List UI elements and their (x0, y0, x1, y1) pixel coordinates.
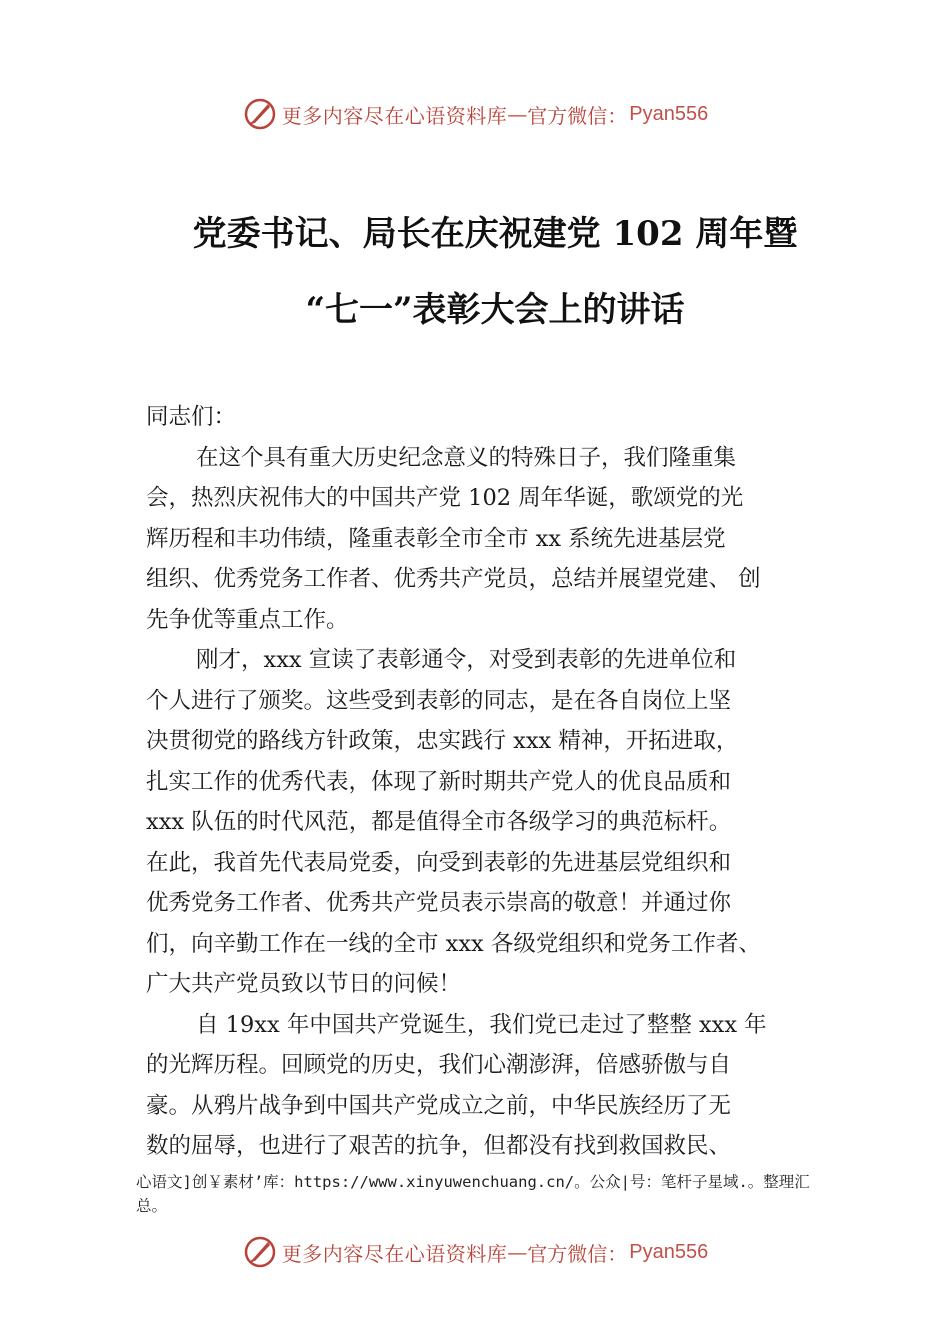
page-title-line-2: “七一”表彰大会上的讲话 (305, 290, 685, 330)
body-line: 组织、优秀党务工作者、优秀共产党员，总结并展望党建、 创 (146, 566, 761, 592)
source-note-line-1: 心语文]创￥素材’库：https://www.xinyuwenchuang.cn/。公众|号：笔杆子星域.。整理汇 (136, 1173, 810, 1191)
body-line: 在此，我首先代表局党委，向受到表彰的先进基层党组织和 (146, 849, 732, 876)
body-line: 的光辉历程。回顾党的历史，我们心潮澎湃，倍感骄傲与自 (146, 1052, 732, 1078)
body-line: 豪。从鸦片战争到中国共产党成立之前，中华民族经历了无 (146, 1092, 732, 1119)
body-line: 个人进行了颁奖。这些受到表彰的同志，是在各自岗位上坚 (146, 687, 732, 714)
banner-wechat-label: 官方微信： (527, 1241, 628, 1266)
source-note-line-2: 总。 (136, 1197, 168, 1215)
quill-seal-icon (242, 96, 278, 132)
body-line: xxx 队伍的时代风范，都是值得全市各级学习的典范标杆。 (146, 809, 732, 835)
source-note (136, 1170, 846, 1218)
body-line: 刚才，xxx 宣读了表彰通令，对受到表彰的先进单位和 (196, 647, 737, 673)
body-line: 辉历程和丰功伟绩，隆重表彰全市全市 xx 系统先进基层党 (146, 525, 726, 552)
quill-seal-icon (242, 1234, 278, 1270)
body-line: 在这个具有重大历史纪念意义的特殊日子，我们隆重集 (196, 444, 737, 471)
page-title-line-1: 党委书记、局长在庆祝建党 102 周年暨 (192, 214, 798, 254)
banner-wechat-id: Pyan556 (629, 102, 709, 125)
salutation: 同志们： (146, 404, 237, 430)
banner-separator: — (507, 1240, 528, 1264)
bottom-banner (0, 1232, 950, 1272)
top-banner (0, 94, 950, 134)
body-line: 会，热烈庆祝伟大的中国共产党 102 周年华诞，歌颂党的光 (146, 485, 744, 511)
body-line: 先争优等重点工作。 (146, 606, 349, 633)
body-line: 数的屈辱，也进行了艰苦的抗争，但都没有找到救国救民、 (146, 1133, 732, 1159)
banner-wechat-label: 官方微信： (527, 103, 628, 128)
body-line: 自 19xx 年中国共产党诞生，我们党已走过了整整 xxx 年 (196, 1011, 767, 1038)
body-line: 广大共产党员致以节日的问候！ (146, 971, 462, 997)
body-line: 们，向辛勤工作在一线的全市 xxx 各级党组织和党务工作者、 (146, 930, 761, 957)
speech-body (146, 397, 836, 1167)
banner-separator: — (507, 102, 528, 126)
banner-text: 更多内容尽在心语资料库 (281, 103, 508, 128)
body-line: 决贯彻党的路线方针政策，忠实践行 xxx 精神，开拓进取， (146, 728, 739, 754)
banner-wechat-id: Pyan556 (629, 1240, 709, 1263)
body-line: 扎实工作的优秀代表，体现了新时期共产党人的优良品质和 (146, 768, 732, 795)
body-line: 优秀党务工作者、优秀共产党员表示崇高的敬意！并通过你 (146, 890, 732, 916)
banner-text: 更多内容尽在心语资料库 (281, 1241, 508, 1266)
